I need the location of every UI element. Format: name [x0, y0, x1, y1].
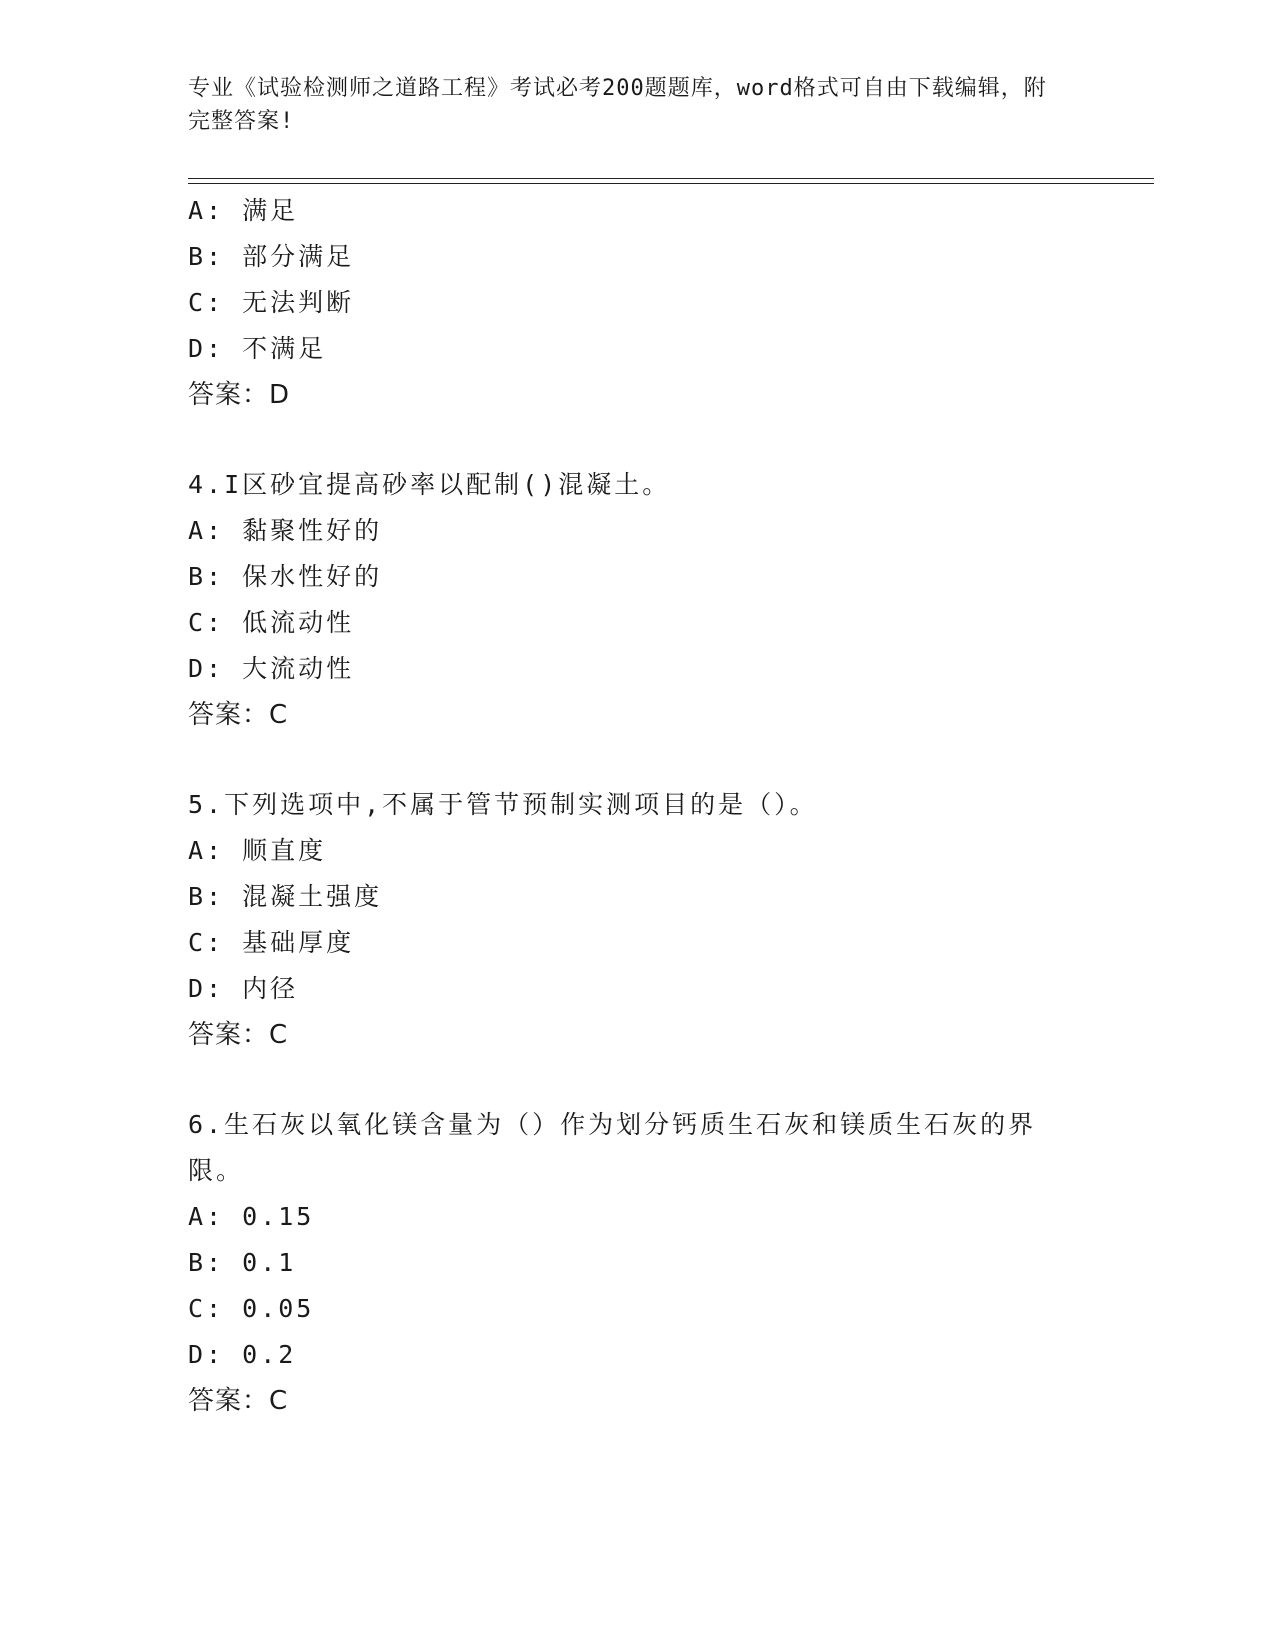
option-a: A: 黏聚性好的	[188, 516, 383, 545]
option-b: B: 部分满足	[188, 242, 355, 271]
answer: 答案：C	[188, 1020, 289, 1050]
option-a: A: 顺直度	[188, 836, 327, 865]
spacer	[188, 1058, 1068, 1102]
question-block-5	[188, 782, 1068, 1058]
option-d: D: 0.2	[188, 1340, 297, 1369]
question-block-6	[188, 1102, 1068, 1424]
option-a: A: 0.15	[188, 1202, 315, 1231]
question-text: 4.I区砂宜提高砂率以配制()混凝土。	[188, 470, 671, 499]
question-list	[188, 188, 1068, 1424]
header-divider-top	[188, 178, 1154, 179]
answer: 答案：C	[188, 1386, 289, 1416]
answer: 答案：D	[188, 380, 291, 410]
question-block-4	[188, 462, 1068, 738]
option-b: B: 混凝土强度	[188, 882, 383, 911]
header-divider-bottom	[188, 183, 1154, 184]
spacer	[188, 418, 1068, 462]
answer: 答案：C	[188, 700, 289, 730]
option-d: D: 不满足	[188, 334, 327, 363]
document-header	[188, 72, 1068, 138]
option-d: D: 内径	[188, 974, 299, 1003]
option-b: B: 保水性好的	[188, 562, 383, 591]
question-text: 5.下列选项中,不属于管节预制实测项目的是（）。	[188, 790, 818, 819]
question-block-3	[188, 188, 1068, 418]
document-title: 专业《试验检测师之道路工程》考试必考200题题库，word格式可自由下载编辑，附完整答案!	[188, 76, 1047, 134]
option-b: B: 0.1	[188, 1248, 297, 1277]
option-c: C: 无法判断	[188, 288, 355, 317]
option-c: C: 0.05	[188, 1294, 315, 1323]
option-c: C: 低流动性	[188, 608, 355, 637]
option-a: A: 满足	[188, 196, 299, 225]
option-d: D: 大流动性	[188, 654, 355, 683]
option-c: C: 基础厚度	[188, 928, 355, 957]
spacer	[188, 738, 1068, 782]
question-text: 6.生石灰以氧化镁含量为（）作为划分钙质生石灰和镁质生石灰的界限。	[188, 1110, 1037, 1185]
